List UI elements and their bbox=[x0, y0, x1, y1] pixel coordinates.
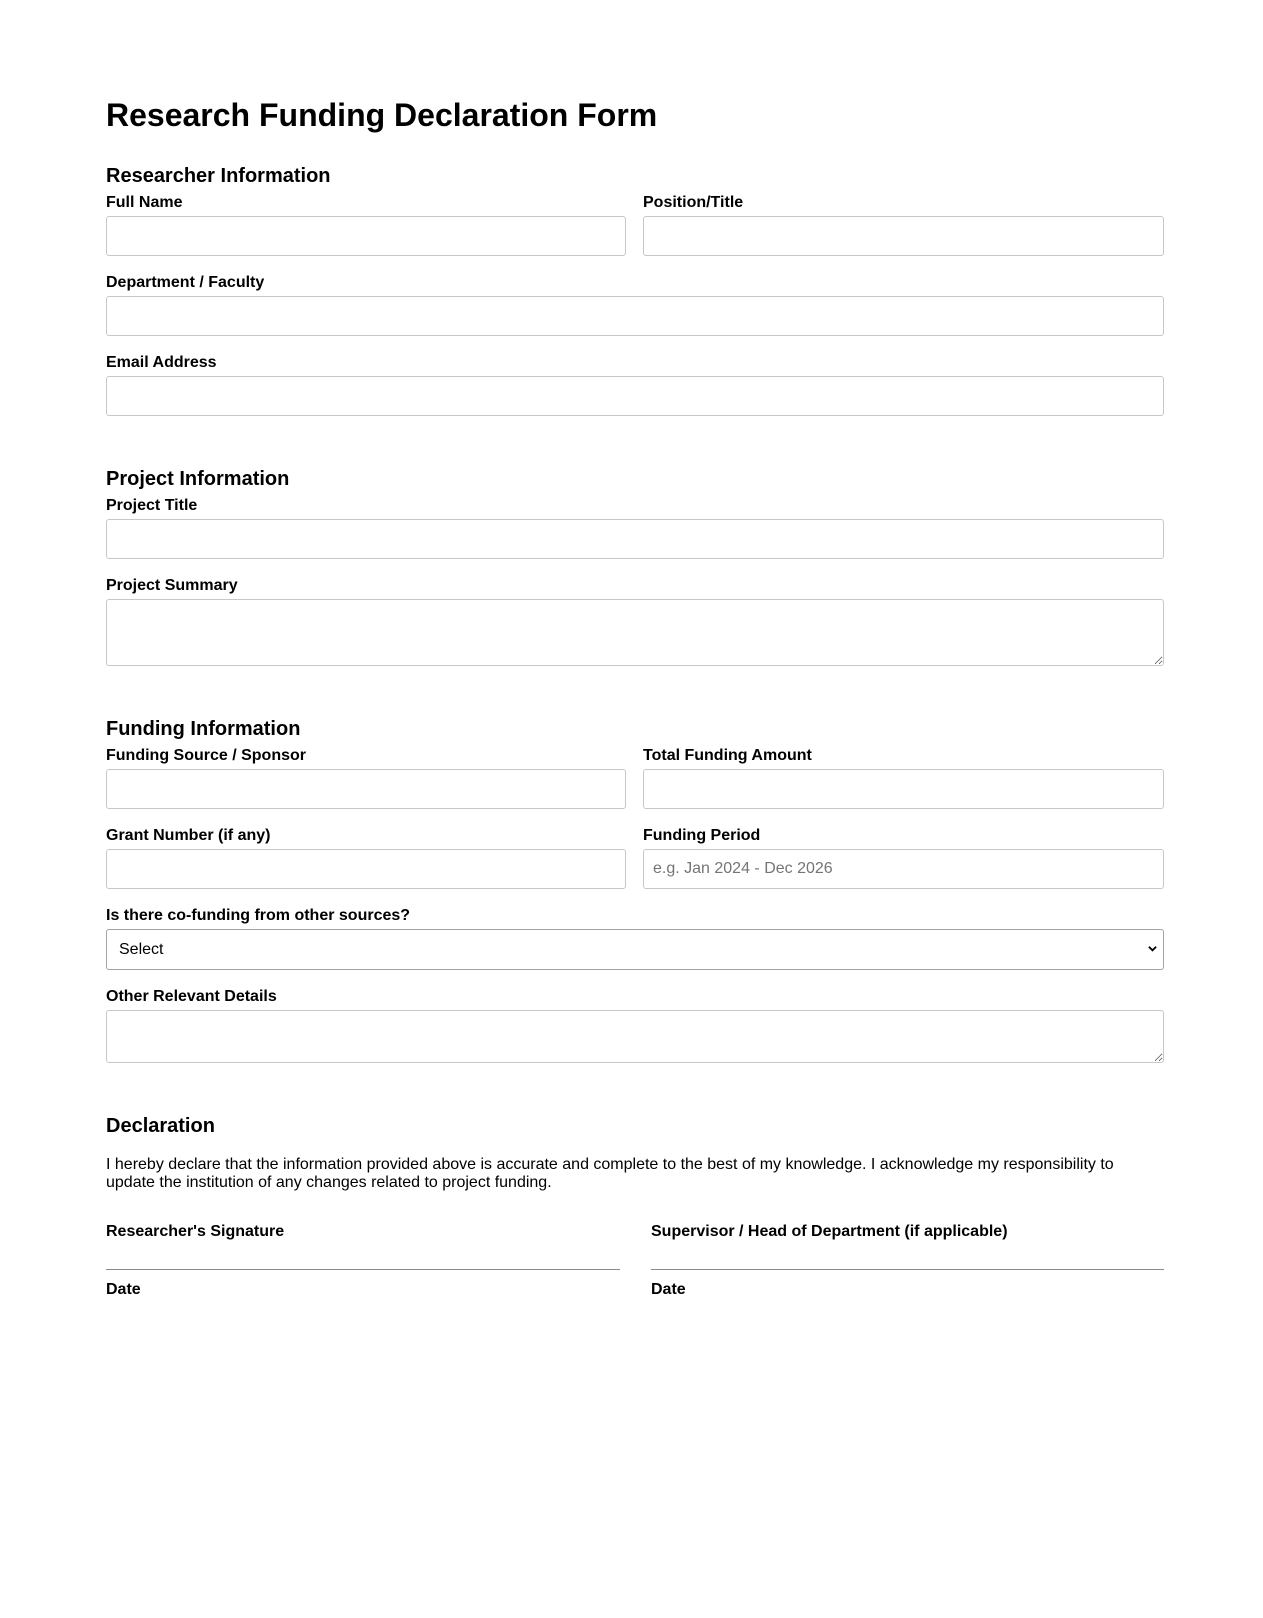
researcher-signature-line[interactable] bbox=[106, 1269, 620, 1270]
project-section-heading: Project Information bbox=[106, 468, 290, 490]
other-details-field bbox=[106, 987, 1164, 1063]
funding-period-input[interactable] bbox=[643, 849, 1164, 889]
supervisor-date-label: Date bbox=[651, 1281, 686, 1298]
funding-section-heading: Funding Information bbox=[106, 718, 301, 740]
funding-source-input[interactable] bbox=[106, 769, 626, 809]
researcher-signature-block bbox=[106, 1222, 620, 1302]
full-name-label: Full Name bbox=[106, 194, 183, 211]
cofunding-select[interactable] bbox=[106, 929, 1164, 970]
cofunding-label: Is there co-funding from other sources? bbox=[106, 907, 411, 924]
funding-amount-label: Total Funding Amount bbox=[643, 747, 812, 764]
chevron-down-icon bbox=[1148, 944, 1157, 953]
email-input[interactable] bbox=[106, 376, 1164, 416]
grant-number-input[interactable] bbox=[106, 849, 626, 889]
researcher-section-heading: Researcher Information bbox=[106, 165, 331, 187]
position-field bbox=[643, 193, 1164, 256]
project-title-input[interactable] bbox=[106, 519, 1164, 559]
funding-amount-field bbox=[643, 746, 1164, 809]
position-label: Position/Title bbox=[643, 194, 744, 211]
other-details-textarea[interactable] bbox=[106, 1010, 1164, 1063]
declaration-text: I hereby declare that the information provided above is accurate and complete to the best of my knowledge. I acknowledge my responsibility to update the institution of any changes related to project funding. bbox=[106, 1156, 1114, 1191]
cofunding-selected-value: Select bbox=[119, 941, 164, 958]
researcher-signature-label: Researcher's Signature bbox=[106, 1223, 285, 1240]
grant-number-field bbox=[106, 826, 626, 889]
email-label: Email Address bbox=[106, 354, 217, 371]
declaration-section-heading: Declaration bbox=[106, 1115, 215, 1137]
department-label: Department / Faculty bbox=[106, 274, 265, 291]
full-name-field bbox=[106, 193, 626, 256]
grant-number-label: Grant Number (if any) bbox=[106, 827, 271, 844]
project-title-label: Project Title bbox=[106, 497, 198, 514]
email-field bbox=[106, 353, 1164, 416]
funding-source-label: Funding Source / Sponsor bbox=[106, 747, 306, 764]
supervisor-signature-block bbox=[651, 1222, 1164, 1302]
project-title-field bbox=[106, 496, 1164, 559]
funding-period-field bbox=[643, 826, 1164, 889]
researcher-date-label: Date bbox=[106, 1281, 141, 1298]
cofunding-field bbox=[106, 906, 1164, 970]
department-field bbox=[106, 273, 1164, 336]
funding-source-field bbox=[106, 746, 626, 809]
funding-period-label: Funding Period bbox=[643, 827, 761, 844]
supervisor-signature-line[interactable] bbox=[651, 1269, 1164, 1270]
department-input[interactable] bbox=[106, 296, 1164, 336]
page-title: Research Funding Declaration Form bbox=[106, 97, 658, 133]
project-summary-textarea[interactable] bbox=[106, 599, 1164, 666]
full-name-input[interactable] bbox=[106, 216, 626, 256]
project-summary-label: Project Summary bbox=[106, 577, 238, 594]
project-summary-field bbox=[106, 576, 1164, 666]
position-input[interactable] bbox=[643, 216, 1164, 256]
other-details-label: Other Relevant Details bbox=[106, 988, 277, 1005]
funding-amount-input[interactable] bbox=[643, 769, 1164, 809]
supervisor-signature-label: Supervisor / Head of Department (if applicable) bbox=[651, 1223, 1008, 1240]
